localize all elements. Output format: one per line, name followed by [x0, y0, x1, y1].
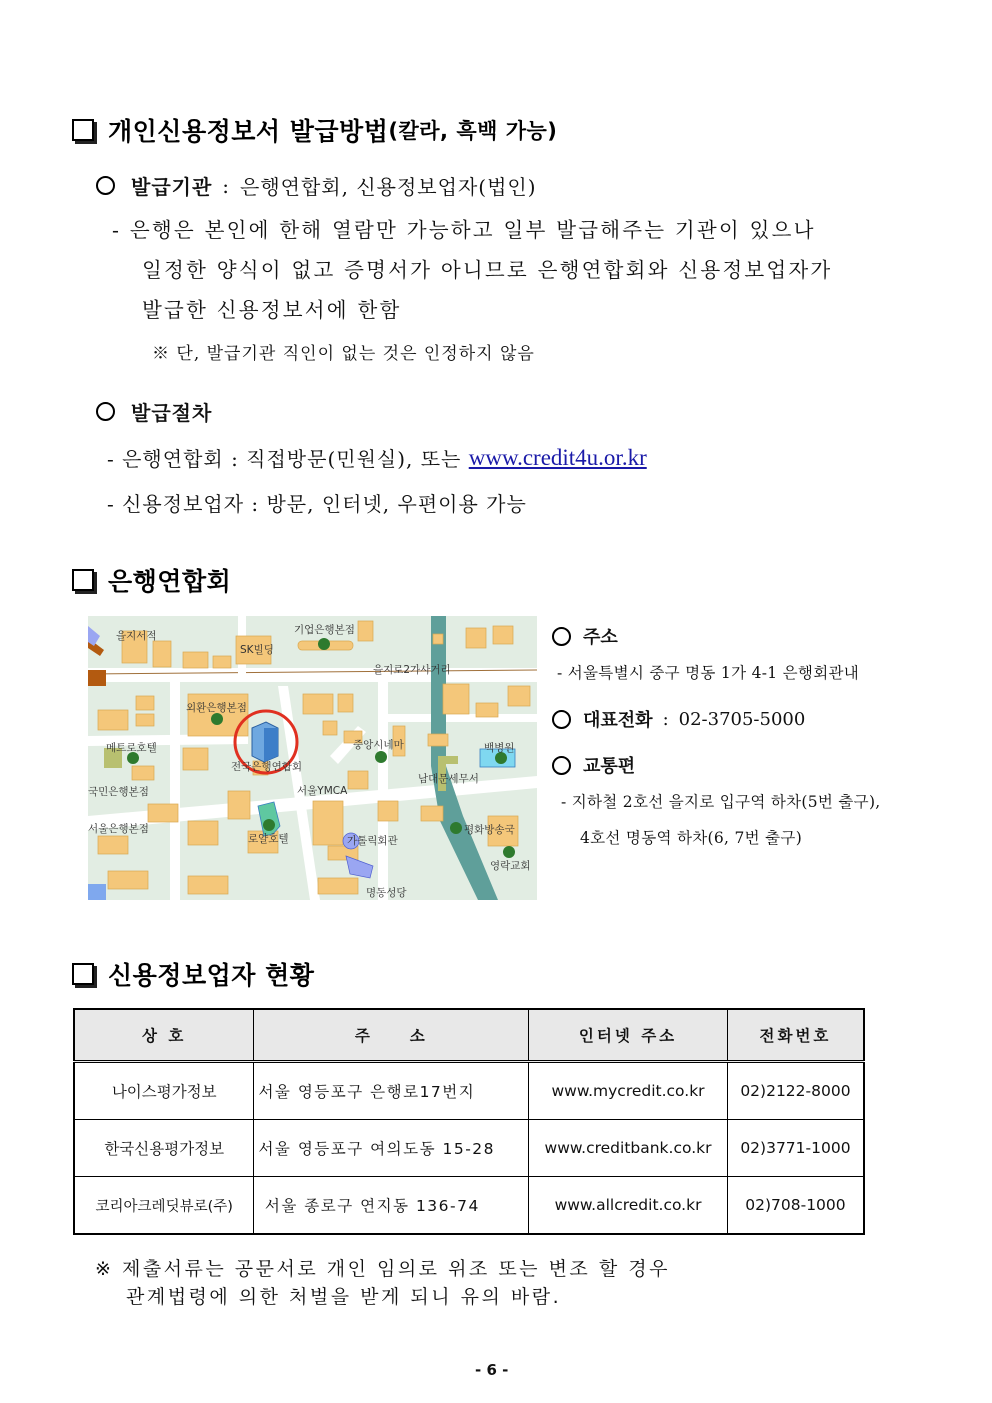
cell-phone: 02)708-1000 — [727, 1177, 864, 1235]
circle-bullet-icon — [552, 627, 571, 646]
checkbox-bullet-icon — [72, 119, 94, 141]
section-heading-bank-federation — [72, 562, 231, 598]
map-label: 중앙시네마 — [353, 739, 404, 751]
map-label: 을지서적 — [116, 630, 157, 642]
address-label: 주소 — [583, 627, 618, 648]
circle-bullet-icon — [552, 710, 571, 729]
map-label: 서울은행본점 — [88, 823, 149, 835]
location-map — [88, 616, 537, 900]
cell-website: www.mycredit.co.kr — [529, 1062, 728, 1120]
circle-bullet-icon — [552, 756, 571, 775]
map-label: 명동성당 — [366, 887, 407, 899]
table-row — [74, 1120, 864, 1177]
circle-bullet-icon — [96, 176, 115, 195]
header-phone: 전화번호 — [727, 1009, 864, 1062]
table-row — [74, 1062, 864, 1120]
cell-address: 서울 영등포구 여의도동 15-28 — [254, 1120, 529, 1177]
procedure-text: - 신용정보업자 : 방문, 인터넷, 우편이용 가능 — [107, 492, 527, 516]
credit-agency-table — [73, 1008, 865, 1235]
section-heading-issuance — [72, 112, 557, 148]
transport-line: 4호선 명동역 하차(6, 7번 출구) — [580, 829, 803, 847]
map-label: 백병원 — [484, 742, 515, 754]
map-label: 메트로호텔 — [106, 742, 157, 754]
issuer-value: 은행연합회, 신용정보업자(법인) — [240, 175, 537, 199]
phone-line — [552, 706, 805, 732]
map-label: 전국은행연합회 — [231, 761, 303, 773]
note-line: 관계법령에 의한 처벌을 받게 되니 유의 바람. — [126, 1286, 562, 1308]
cell-address: 서울 영등포구 은행로17번지 — [254, 1062, 529, 1120]
section-title: 은행연합회 — [108, 567, 232, 596]
map-label: 국민은행본점 — [88, 786, 149, 798]
section-heading-credit-agencies — [72, 956, 314, 992]
map-label: 로얄호텔 — [248, 833, 289, 845]
phone-label: 대표전화 — [583, 710, 653, 731]
address-value: - 서울특별시 중구 명동 1가 4-1 은행회관내 — [557, 664, 860, 682]
circle-bullet-icon — [96, 402, 115, 421]
procedure-text: - 은행연합회 : 직접방문(민원실), 또는 — [107, 447, 469, 471]
paragraph-line: - 은행은 본인에 한해 열람만 가능하고 일부 발급해주는 기관이 있으나 — [112, 218, 816, 242]
note-line: ※ 제출서류는 공문서로 개인 임의로 위조 또는 변조 할 경우 — [95, 1258, 670, 1280]
procedure-label: 발급절차 — [131, 401, 213, 425]
paragraph-line: 발급한 신용정보서에 한함 — [142, 298, 402, 322]
paragraph-line: 일정한 양식이 없고 증명서가 아니므로 은행연합회와 신용정보업자가 — [142, 258, 833, 282]
map-label: SK빌딩 — [240, 644, 274, 656]
table-header-row — [74, 1009, 864, 1062]
checkbox-bullet-icon — [72, 963, 94, 985]
map-label: 서울YMCA — [297, 785, 348, 797]
map-label: 기업은행본점 — [294, 624, 355, 636]
transport-heading — [552, 752, 635, 778]
section-title-suffix: (칼라, 흑백 가능) — [388, 119, 558, 143]
page-number: - 6 - — [475, 1361, 509, 1379]
map-label: 남대문세무서 — [418, 773, 479, 785]
map-label: 외환은행본점 — [186, 702, 247, 714]
colon: : — [222, 173, 231, 198]
header-website: 인터넷 주소 — [529, 1009, 728, 1062]
map-label: 가톨릭회관 — [347, 835, 398, 847]
header-address: 주 소 — [254, 1009, 529, 1062]
address-heading — [552, 623, 618, 649]
transport-label: 교통편 — [583, 756, 636, 777]
cell-company: 나이스평가정보 — [74, 1062, 254, 1120]
cell-company: 코리아크레딧뷰로(주) — [74, 1177, 254, 1235]
cell-website: www.creditbank.co.kr — [529, 1120, 728, 1177]
issuer-paragraph — [112, 210, 832, 330]
credit4u-link[interactable]: www.credit4u.or.kr — [468, 444, 647, 470]
procedure-item-bank-federation — [107, 443, 647, 472]
header-company: 상 호 — [74, 1009, 254, 1062]
checkbox-bullet-icon — [72, 569, 94, 591]
seal-note: ※ 단, 발급기관 직인이 없는 것은 인정하지 않음 — [152, 344, 535, 364]
map-label: 을지로2가사거리 — [373, 664, 451, 676]
section-title: 개인신용정보서 발급방법 — [108, 117, 389, 146]
cell-company: 한국신용평가정보 — [74, 1120, 254, 1177]
procedure-heading — [96, 397, 212, 426]
phone-value: 02-3705-5000 — [678, 708, 806, 730]
map-label: 평화방송국 — [464, 824, 515, 836]
table-row — [74, 1177, 864, 1235]
cell-address: 서울 종로구 연지동 136-74 — [254, 1177, 529, 1235]
section-title: 신용정보업자 현황 — [108, 961, 315, 990]
colon: : — [662, 708, 669, 730]
legal-warning-note — [95, 1255, 670, 1311]
cell-website: www.allcredit.co.kr — [529, 1177, 728, 1235]
map-graphic — [88, 616, 537, 900]
cell-phone: 02)2122-8000 — [727, 1062, 864, 1120]
cell-phone: 02)3771-1000 — [727, 1120, 864, 1177]
issuer-line — [96, 171, 537, 200]
map-label: 영락교회 — [490, 860, 531, 872]
transport-line: - 지하철 2호선 을지로 입구역 하차(5번 출구), — [561, 793, 881, 811]
procedure-item-credit-agencies — [107, 488, 527, 517]
issuer-label: 발급기관 — [131, 175, 213, 199]
